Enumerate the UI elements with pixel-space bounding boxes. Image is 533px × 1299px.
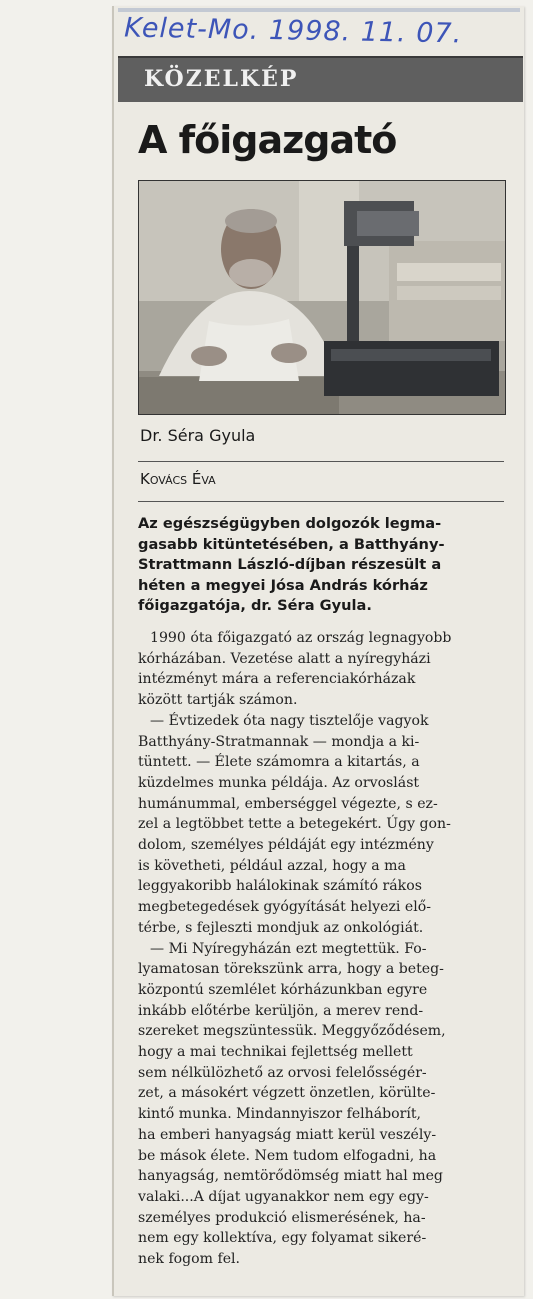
clipping-edge — [112, 6, 114, 1296]
portrait-photo — [138, 180, 506, 415]
lead-line: Strattmann László-díjban részesült a — [138, 556, 442, 573]
lead-line: Az egészségügyben dolgozók legma- — [138, 515, 442, 532]
body-line: dolom, személyes példáját egy intézmény — [138, 837, 434, 854]
body-line: is követheti, például azzal, hogy a ma — [138, 857, 406, 874]
section-kicker — [118, 56, 523, 102]
body-line: személyes produkció elismerésének, ha- — [138, 1209, 426, 1226]
body-line: szereket megszüntessük. Meggyőződésem, — [138, 1023, 446, 1040]
portrait-photo-image — [139, 181, 505, 414]
body-line: — Mi Nyíregyházán ezt megtettük. Fo- — [150, 940, 427, 957]
body-line: központú szemlélet kórházunkban egyre — [138, 981, 428, 998]
body-line: ha emberi hanyagság miatt kerül veszély- — [138, 1126, 437, 1143]
body-line: tüntett. — Élete számomra a kitartás, a — [138, 754, 420, 771]
body-line: hogy a mai technikai fejlettség mellett — [138, 1044, 413, 1061]
body-line: zet, a másokért végzett önzetlen, körülte- — [138, 1085, 436, 1102]
lead-line: főigazgatója, dr. Séra Gyula. — [138, 597, 372, 614]
body-line: zel a legtöbbet tette a betegekért. Úgy gon- — [138, 816, 451, 833]
body-line: között tartják számon. — [138, 692, 298, 709]
kicker-label: KÖZELKÉP — [144, 66, 299, 92]
body-line: megbetegedések gyógyítását helyezi elő- — [138, 899, 431, 916]
divider-top — [138, 461, 504, 462]
body-line: térbe, s fejleszti mondjuk az onkológiát. — [138, 919, 424, 936]
lead-paragraph — [138, 514, 504, 617]
divider-bottom — [138, 501, 504, 502]
lead-line: héten a megyei Jósa András kórház — [138, 576, 428, 594]
body-line: leggyakoribb halálokinak számító rákos — [138, 878, 422, 895]
body-line: Batthyány-Stratmannak — mondja a ki- — [138, 733, 420, 750]
body-line: nek fogom fel. — [138, 1251, 241, 1268]
lead-line: gasabb kitüntetésében, a Batthyány- — [138, 535, 445, 553]
author-byline: Kovács Éva — [140, 470, 216, 488]
body-line: humánummal, emberséggel végezte, s ez- — [138, 795, 438, 812]
body-line: inkább előtérbe kerüljön, a merev rend- — [138, 1002, 424, 1019]
body-line: valaki...A díjat ugyanakkor nem egy egy- — [138, 1188, 429, 1205]
top-rule — [118, 8, 520, 12]
body-line: kintő munka. Mindannyiszor felháborít, — [138, 1106, 422, 1123]
body-line: 1990 óta főigazgató az ország legnagyobb — [150, 630, 452, 646]
body-line: sem nélkülözhető az orvosi felelősségér- — [138, 1064, 427, 1081]
body-line: intézményt mára a referenciakórházak — [138, 671, 416, 688]
body-line: nem egy kollektíva, egy folyamat sikeré- — [138, 1230, 427, 1247]
body-line: kórházában. Vezetése alatt a nyíregyházi — [138, 650, 431, 667]
photo-caption: Dr. Séra Gyula — [140, 426, 256, 445]
body-line: küzdelmes munka példája. Az orvoslást — [138, 774, 420, 791]
body-line: lyamatosan törekszünk arra, hogy a beteg- — [138, 961, 444, 978]
handwritten-date-note: Kelet-Mo. 1998. 11. 07. — [123, 12, 463, 50]
article-body — [138, 628, 504, 1270]
article-headline: A főigazgató — [138, 118, 397, 162]
body-line: — Évtizedek óta nagy tisztelője vagyok — [150, 712, 429, 729]
body-line: hanyagság, nemtörődömség miatt hal meg — [138, 1168, 443, 1185]
body-line: be mások élete. Nem tudom elfogadni, ha — [138, 1147, 437, 1164]
